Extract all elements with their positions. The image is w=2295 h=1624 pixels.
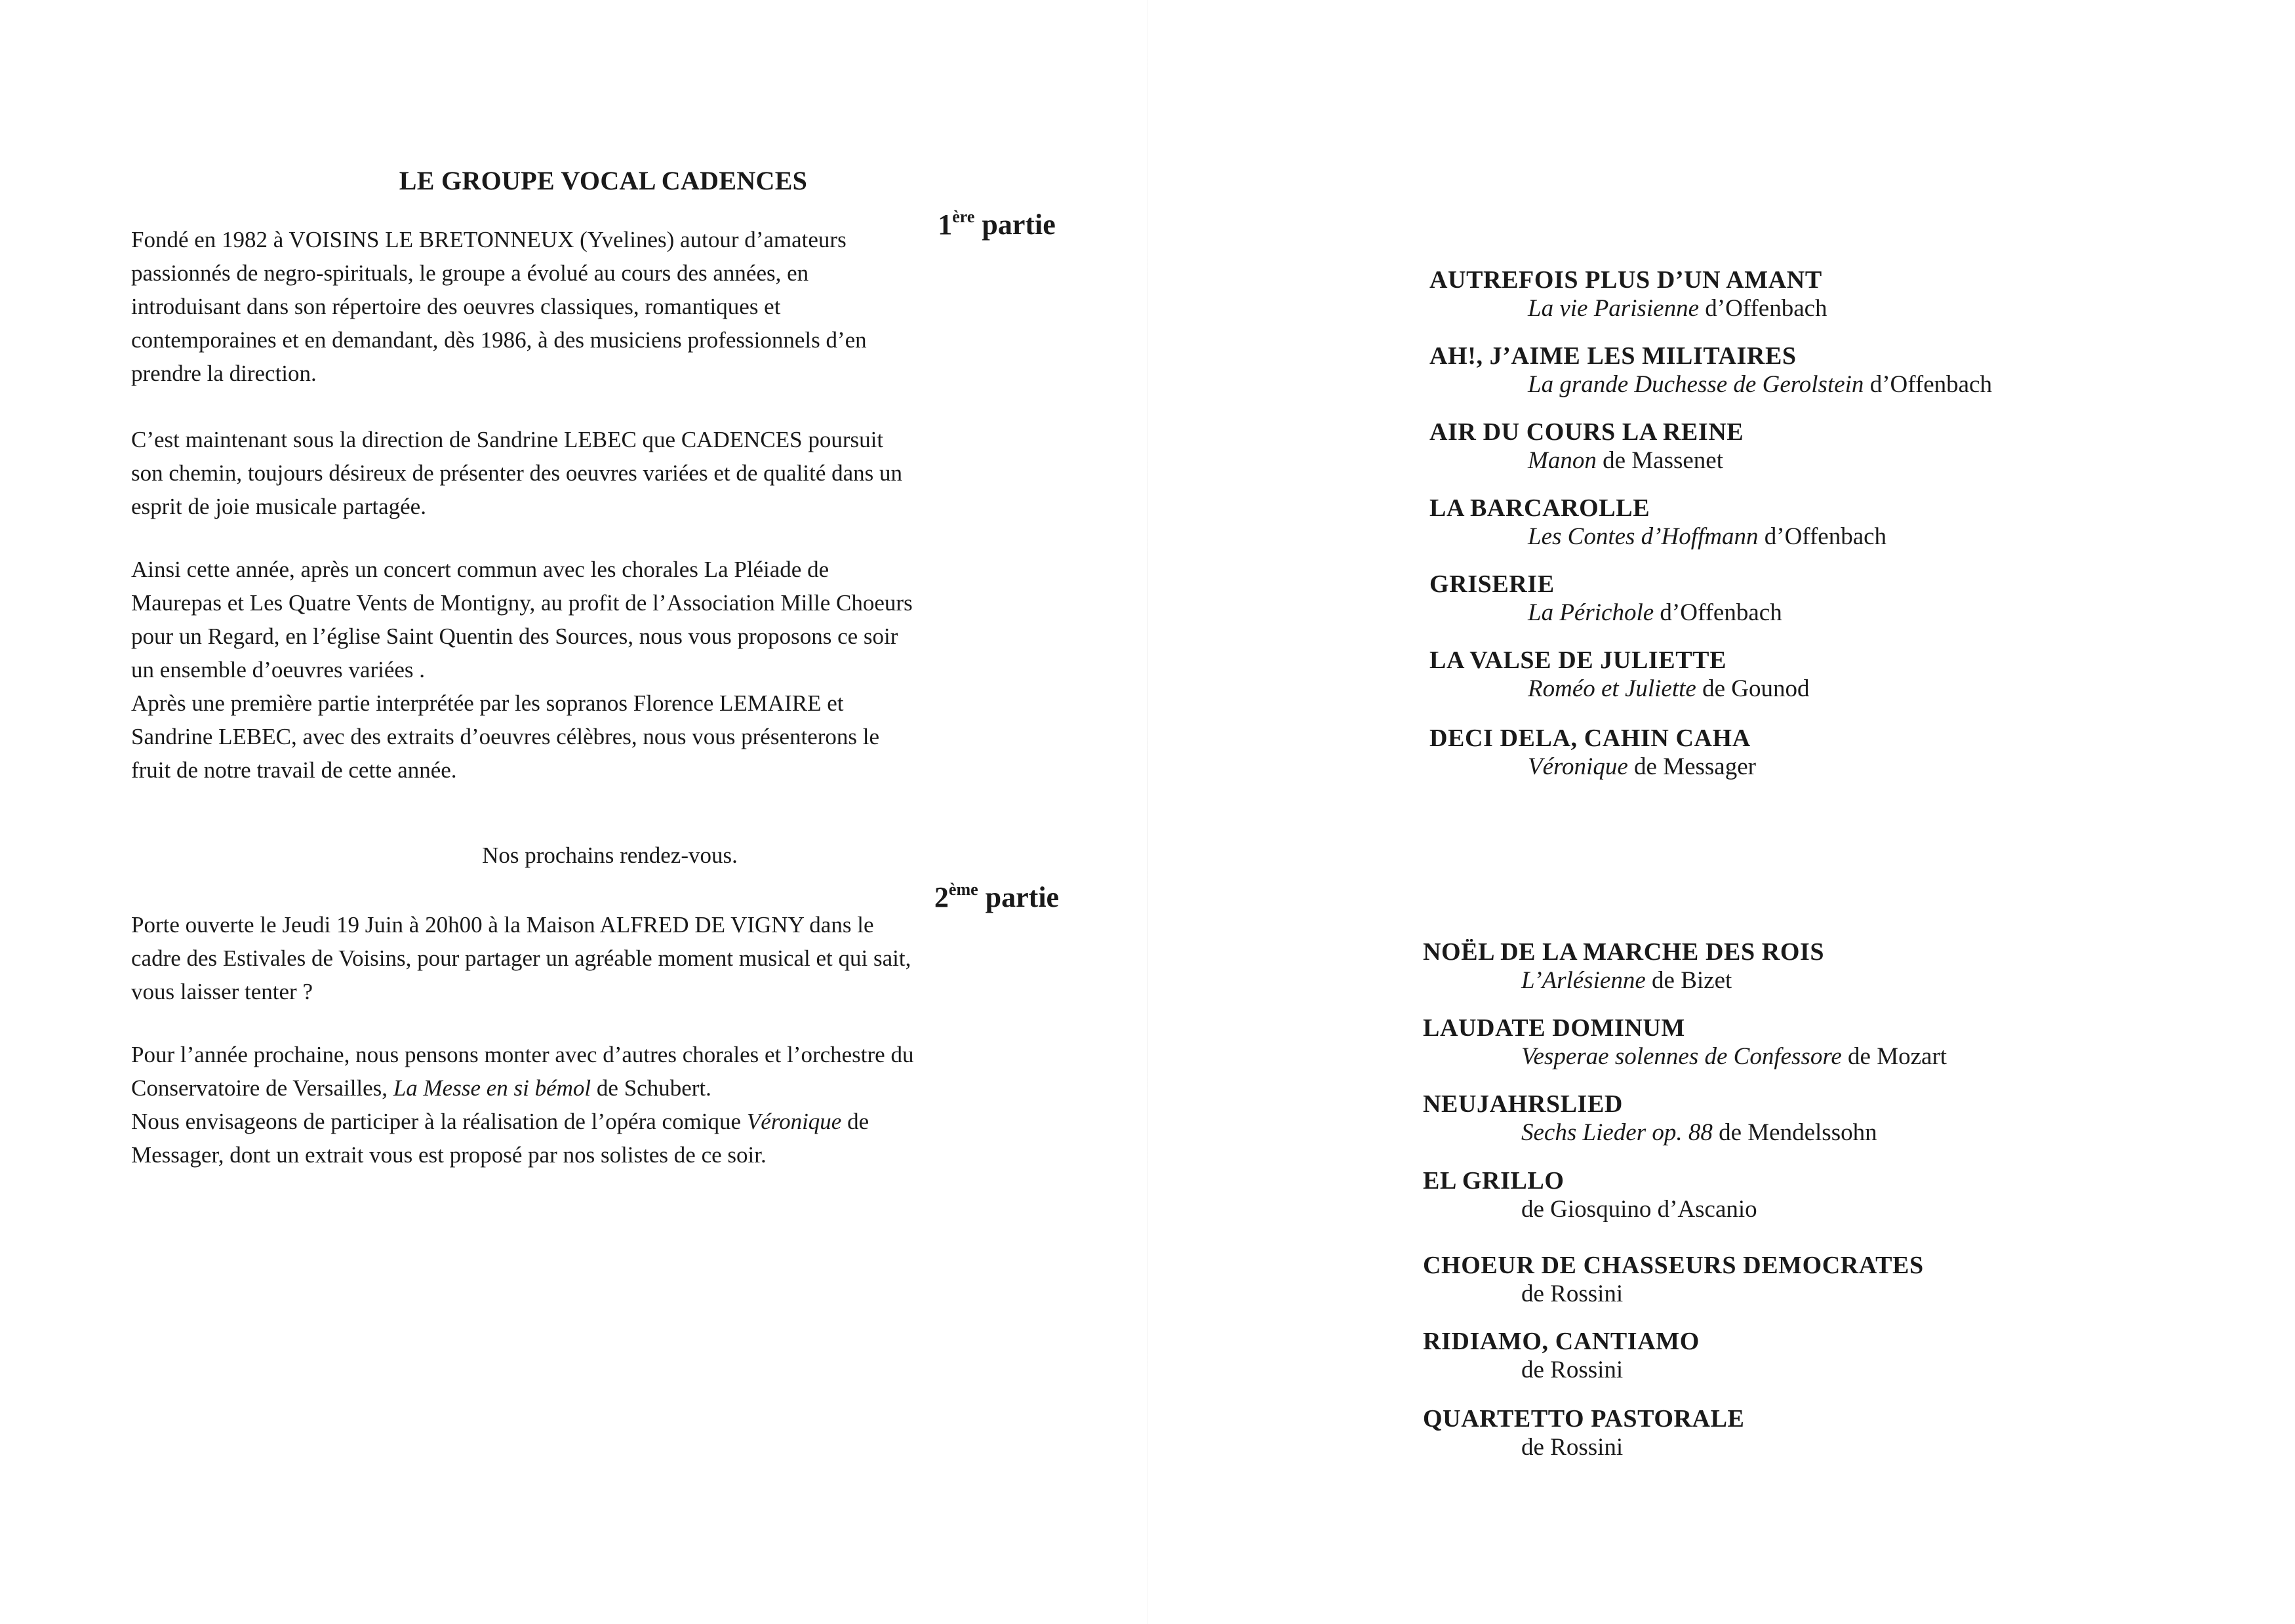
piece-source <box>1528 294 1827 323</box>
program-item <box>1423 1251 1924 1309</box>
prochaine-paragraph <box>131 1038 1066 1172</box>
right-page <box>1148 0 2295 1624</box>
text-line: Messager, dont un extrait vous est proposé par nos solistes de ce soir. <box>131 1142 767 1168</box>
program-item <box>1423 1166 1757 1224</box>
piece-source <box>1528 599 1782 627</box>
piece-name: EL GRILLO <box>1423 1167 1565 1195</box>
piece-source <box>1521 1433 1744 1462</box>
work-title: Manon <box>1528 447 1597 474</box>
composer: de Massenet <box>1596 447 1723 474</box>
text-line: son chemin, toujours désireux de présenter des oeuvres variées et de qualité dans un <box>131 460 903 486</box>
piece-source <box>1528 753 1756 782</box>
piece-source <box>1528 446 1744 475</box>
composer: de Rossini <box>1521 1434 1624 1461</box>
text-line: contemporaines et en demandant, dès 1986, à des musiciens professionnels d’en <box>131 327 867 353</box>
composer: d’Offenbach <box>1699 295 1827 322</box>
work-title: Roméo et Juliette <box>1528 675 1696 702</box>
part-label: partie <box>978 881 1060 913</box>
program-item <box>1423 1090 1877 1147</box>
piece-name: RIDIAMO, CANTIAMO <box>1423 1328 1700 1355</box>
piece-name: LA VALSE DE JULIETTE <box>1429 646 1727 674</box>
piece-source <box>1521 1280 1924 1309</box>
program-item <box>1423 1014 1947 1071</box>
part-2-title <box>0 880 1993 914</box>
piece-name: NEUJAHRSLIED <box>1423 1090 1623 1118</box>
text-line: introduisant dans son répertoire des oeuvres classiques, romantiques et <box>131 294 781 319</box>
piece-source <box>1521 1042 1947 1071</box>
composer: de Rossini <box>1521 1280 1624 1307</box>
piece-name: GRISERIE <box>1429 570 1555 598</box>
part-number: 2 <box>934 881 949 913</box>
text-line: C’est maintenant sous la direction de Sandrine LEBEC que CADENCES poursuit <box>131 427 884 452</box>
program-item <box>1429 342 1992 399</box>
text-line: Après une première partie interprétée par les sopranos Florence LEMAIRE et <box>131 690 844 716</box>
program-item <box>1423 1404 1744 1462</box>
intro-paragraph <box>131 223 1066 390</box>
piece-source <box>1521 966 1824 995</box>
program-item <box>1429 494 1886 551</box>
composer: d’Offenbach <box>1654 599 1782 626</box>
composer: de Giosquino d’Ascanio <box>1521 1196 1757 1223</box>
concert-paragraph <box>131 553 1066 787</box>
work-title: L’Arlésienne <box>1521 967 1646 994</box>
composer: d’Offenbach <box>1758 523 1887 550</box>
direction-paragraph <box>131 423 1066 523</box>
part-number: 1 <box>938 208 953 241</box>
piece-source <box>1521 1356 1700 1385</box>
work-title: Véronique <box>1528 753 1628 780</box>
text-segment: de <box>841 1109 869 1134</box>
work-title: La vie Parisienne <box>1528 295 1700 322</box>
text-segment: Nous envisageons de participer à la réalisation de l’opéra comique <box>131 1109 747 1134</box>
part-1-title <box>0 207 1993 241</box>
text-line <box>131 1071 1066 1105</box>
part-label: partie <box>974 208 1056 241</box>
text-line: Pour l’année prochaine, nous pensons monter avec d’autres chorales et l’orchestre du <box>131 1042 914 1067</box>
piece-source <box>1528 675 1810 703</box>
text-line: cadre des Estivales de Voisins, pour partager un agréable moment musical et qui sait, <box>131 945 911 971</box>
rendezvous-heading: Nos prochains rendez-vous. <box>482 842 738 868</box>
piece-source <box>1528 523 1886 551</box>
text-line: Fondé en 1982 à VOISINS LE BRETONNEUX (Yvelines) autour d’amateurs <box>131 227 847 252</box>
composer: de Bizet <box>1645 967 1732 994</box>
text-segment: Conservatoire de Versailles, <box>131 1075 393 1101</box>
text-line: passionnés de negro-spirituals, le groupe a évolué au cours des années, en <box>131 260 809 286</box>
work-title: La Périchole <box>1528 599 1654 626</box>
porte-ouverte-paragraph <box>131 908 1066 1008</box>
text-line: esprit de joie musicale partagée. <box>131 494 426 519</box>
piece-name: AUTREFOIS PLUS D’UN AMANT <box>1429 266 1822 294</box>
composer: d’Offenbach <box>1864 371 1992 398</box>
page-title: LE GROUPE VOCAL CADENCES <box>399 166 808 195</box>
text-line: Sandrine LEBEC, avec des extraits d’oeuvres célèbres, nous vous présenterons le <box>131 724 880 749</box>
program-item <box>1429 570 1782 627</box>
piece-source <box>1521 1119 1877 1147</box>
program-item <box>1423 938 1824 995</box>
piece-name: CHOEUR DE CHASSEURS DEMOCRATES <box>1423 1252 1924 1279</box>
text-line: un ensemble d’oeuvres variées . <box>131 657 426 683</box>
text-line: pour un Regard, en l’église Saint Quentin des Sources, nous vous proposons ce soir <box>131 624 898 649</box>
work-title: Véronique <box>746 1109 842 1134</box>
composer: de Mozart <box>1841 1043 1947 1070</box>
program-item <box>1429 266 1827 323</box>
program-item <box>1429 724 1756 782</box>
piece-name: DECI DELA, CAHIN CAHA <box>1429 724 1751 752</box>
composer: de Messager <box>1627 753 1756 780</box>
program-item <box>1423 1327 1700 1385</box>
piece-name: LAUDATE DOMINUM <box>1423 1014 1685 1042</box>
text-line <box>131 1105 1066 1138</box>
text-segment: de Schubert. <box>591 1075 711 1101</box>
composer: de Rossini <box>1521 1357 1624 1383</box>
work-title: Les Contes d’Hoffmann <box>1528 523 1759 550</box>
work-title: La grande Duchesse de Gerolstein <box>1528 371 1864 398</box>
piece-name: LA BARCAROLLE <box>1429 494 1650 522</box>
work-title: Sechs Lieder op. 88 <box>1521 1119 1713 1146</box>
part-ordinal: ème <box>948 880 978 899</box>
piece-name: AIR DU COURS LA REINE <box>1429 418 1744 446</box>
piece-name: NOËL DE LA MARCHE DES ROIS <box>1423 938 1825 966</box>
piece-source <box>1521 1195 1757 1224</box>
text-line: Porte ouverte le Jeudi 19 Juin à 20h00 à la Maison ALFRED DE VIGNY dans le <box>131 912 874 938</box>
part-ordinal: ère <box>952 207 975 226</box>
piece-name: QUARTETTO PASTORALE <box>1423 1405 1745 1433</box>
text-line: Ainsi cette année, après un concert commun avec les chorales La Pléiade de <box>131 557 829 582</box>
composer: de Mendelssohn <box>1712 1119 1877 1146</box>
text-line: Maurepas et Les Quatre Vents de Montigny, au profit de l’Association Mille Choeurs <box>131 590 913 616</box>
text-line: fruit de notre travail de cette année. <box>131 757 457 783</box>
program-item <box>1429 646 1810 703</box>
work-title: La Messe en si bémol <box>393 1075 591 1101</box>
piece-source <box>1528 370 1992 399</box>
piece-name: AH!, J’AIME LES MILITAIRES <box>1429 342 1797 370</box>
work-title: Vesperae solennes de Confessore <box>1521 1043 1842 1070</box>
program-item <box>1429 418 1744 475</box>
text-line: prendre la direction. <box>131 361 317 386</box>
composer: de Gounod <box>1696 675 1810 702</box>
text-line: vous laisser tenter ? <box>131 979 313 1004</box>
